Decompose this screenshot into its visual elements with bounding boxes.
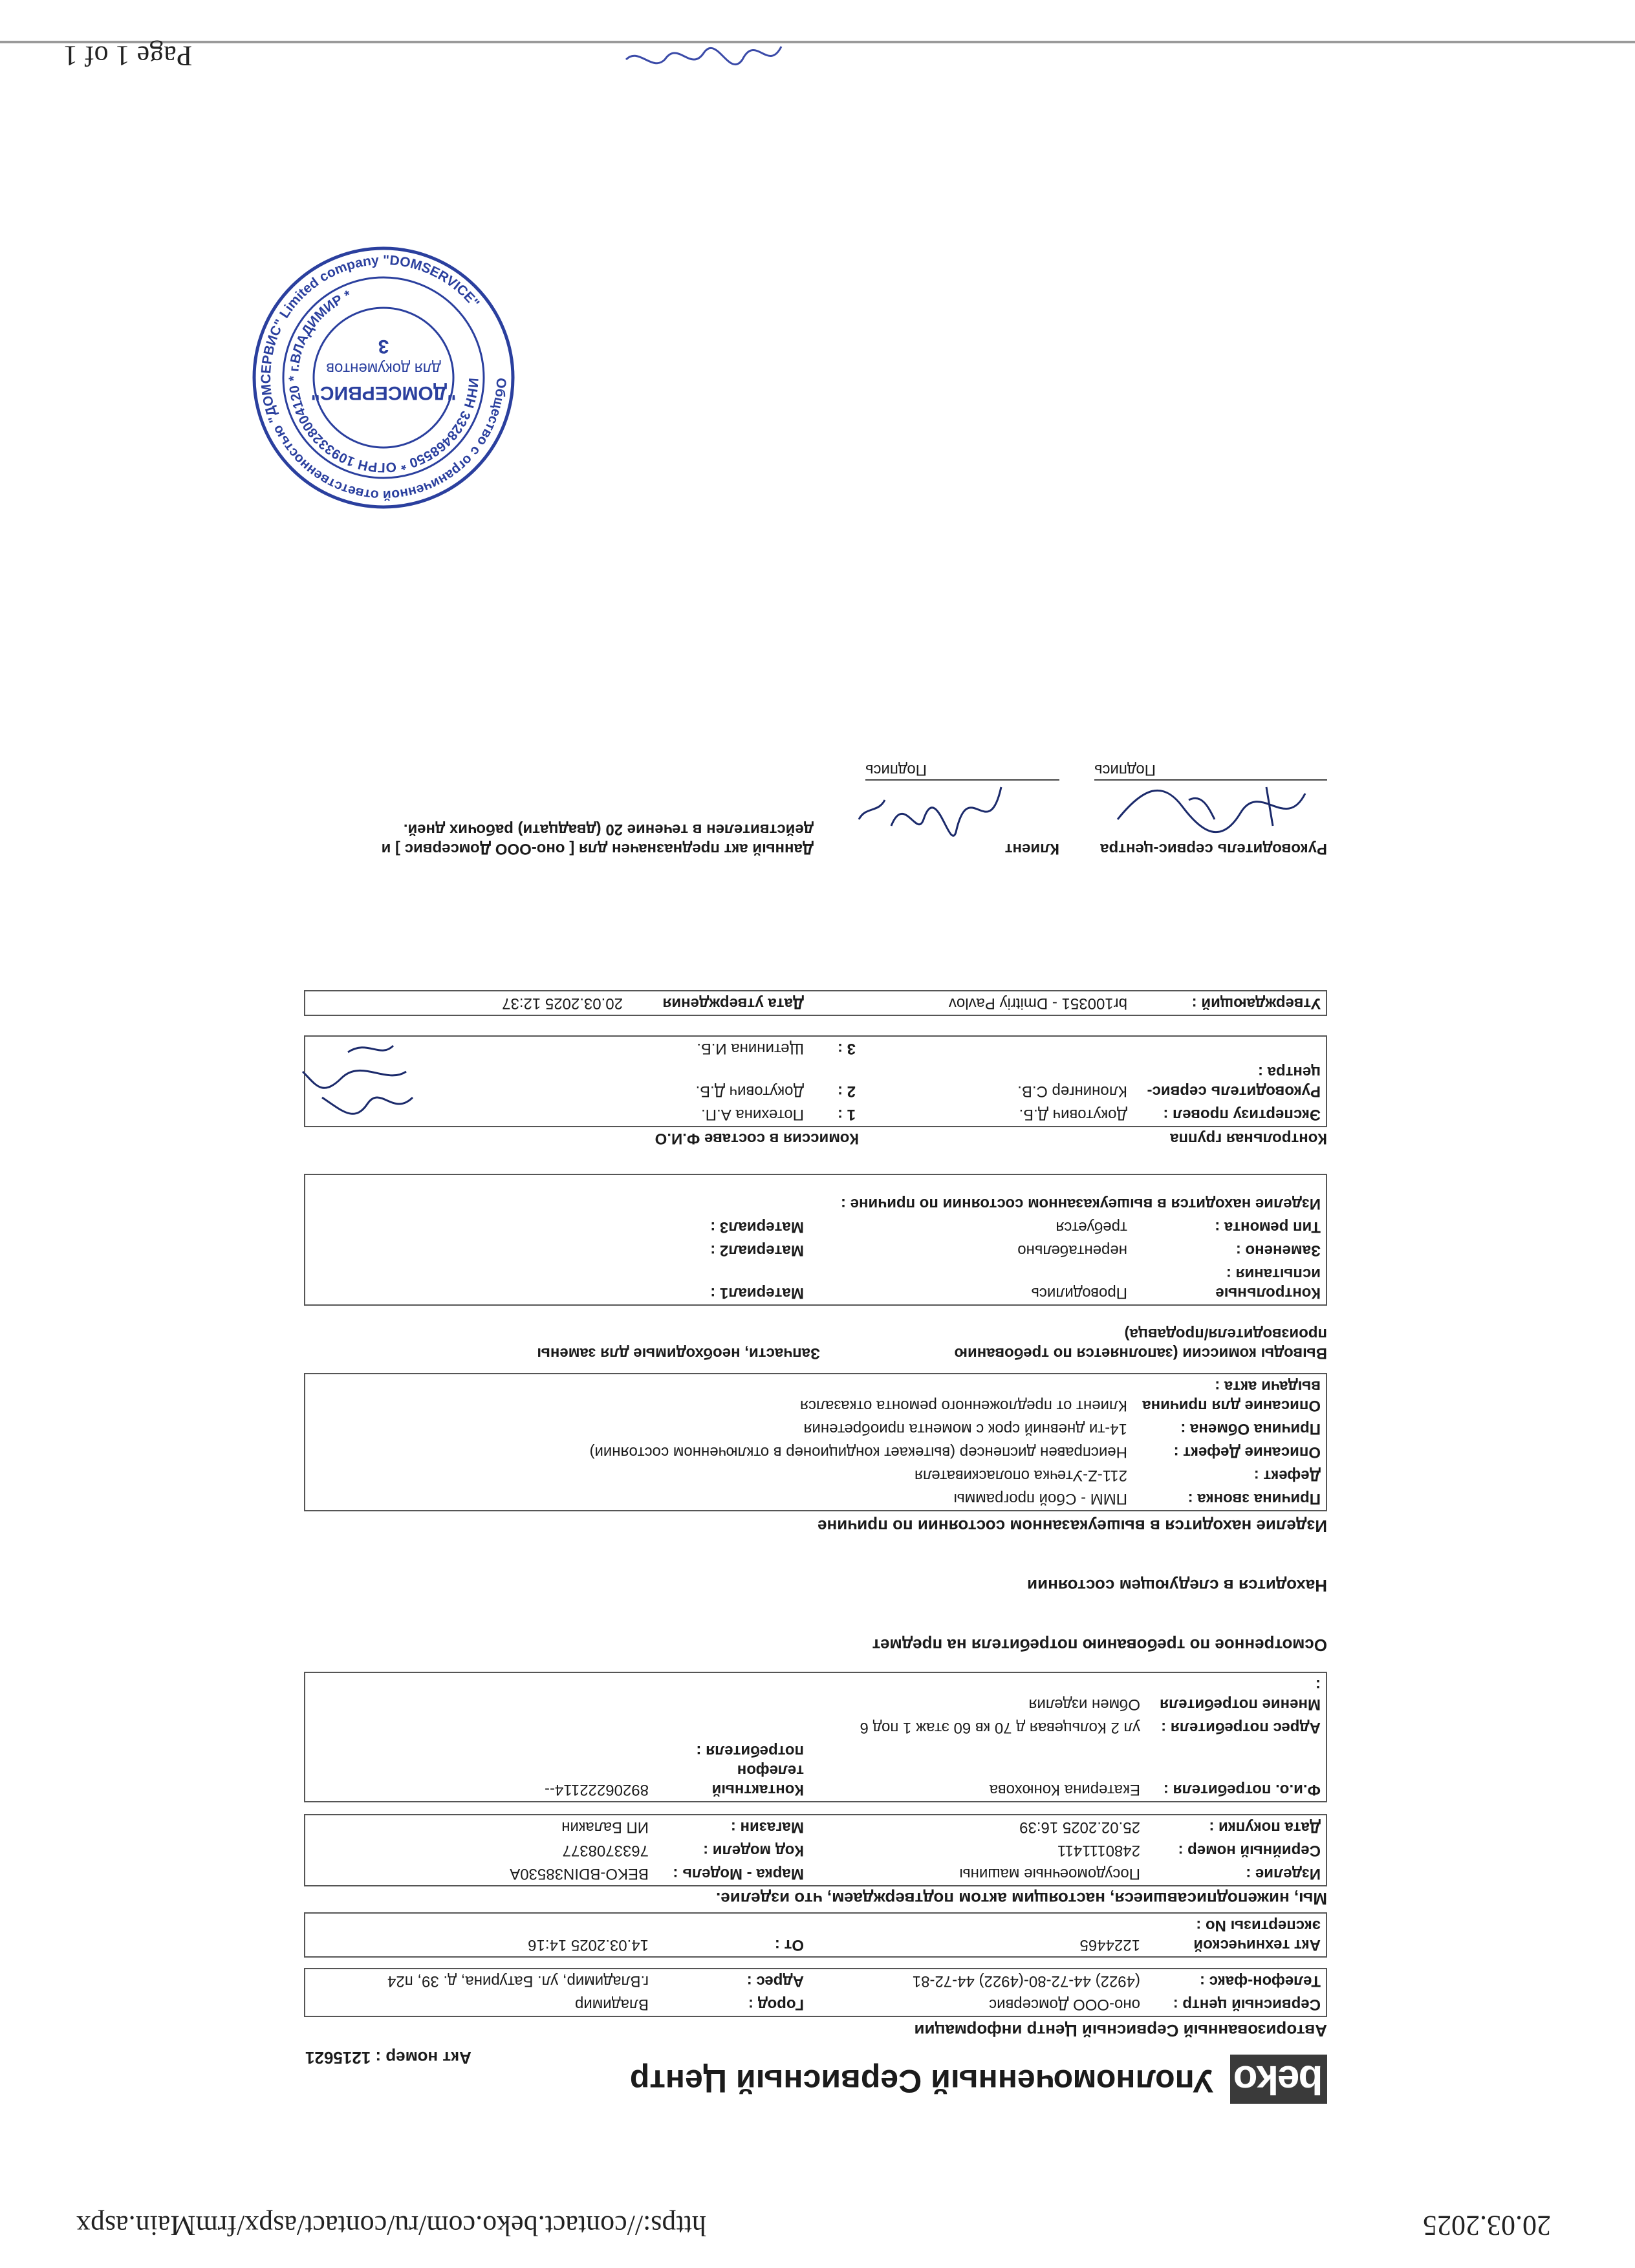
service-center-table: [304, 1968, 1327, 2017]
call-value: ПММ - Сбой программы: [953, 1490, 1127, 1507]
consumer-opinion-value: Обмен изделия: [1028, 1696, 1140, 1713]
consumer-address-label: Адрес потребителя :: [1161, 1719, 1321, 1736]
commission-signatures: [296, 1033, 419, 1123]
consumer-address-value: ул 2 Кольцевая д 70 кв 60 этаж 1 под 6: [860, 1719, 1140, 1736]
issue-desc-value: Клиент от предложенного ремонта отказался: [800, 1397, 1127, 1414]
commission-label: Комиссия в составе Ф.И.О: [655, 1130, 859, 1147]
date-value: 25.02.2025 16:39: [1019, 1819, 1140, 1836]
consumer-contact-label: Контактный телефон потребителя :: [696, 1742, 804, 1798]
center-label: Сервисный центр :: [1173, 1996, 1321, 2013]
date-label: Дата покупки :: [1209, 1819, 1321, 1836]
call-label: Причина звонка :: [1187, 1490, 1321, 1507]
member1-value: Потехина А.П.: [701, 1106, 804, 1123]
header-divider: [0, 41, 1635, 43]
approver-label: Утверждающий :: [1191, 995, 1321, 1012]
act-table: [304, 1912, 1327, 1958]
approver-value: br100351 - Dmitriy Pavlov: [948, 995, 1127, 1012]
address-value: г.Владимир, ул. Батурина, д. 39, п24: [387, 1972, 649, 1990]
state-title: Находится в следующем состоянии: [1027, 1576, 1327, 1595]
approval-table: [304, 990, 1327, 1016]
head-label: Руководитель сервис-центра :: [1147, 1063, 1321, 1100]
print-date: 20.03.2025: [1423, 2210, 1551, 2241]
head-signature-line: Подпись: [1094, 760, 1327, 781]
defect-desc-value: Неисправен диспенсер (вытекает кондиционер в отключенном состоянии): [589, 1443, 1127, 1461]
state-reason-label: Изделие находится в вышеуказанном состоянии по причине :: [840, 1195, 1321, 1213]
page-title: Уполномоченный Сервисный Центр: [629, 2063, 1213, 2099]
serial-label: Серийный номер :: [1178, 1842, 1321, 1859]
stamp-outer-text: Общество с ограниченной ответственностью "ДОМСЕРВИС" Limited company "DOMSERVICE": [258, 252, 509, 503]
defect-desc-label: Описание Дефект :: [1173, 1443, 1321, 1461]
member3-num: 3 :: [837, 1040, 856, 1057]
expert-label: Экспертизу провел :: [1163, 1106, 1321, 1123]
replaced-value: нерентабельно: [1017, 1242, 1127, 1259]
reason-title: Изделие находится в вышеуказанном состоянии по причине: [817, 1517, 1327, 1536]
shop-label: Магазин :: [730, 1819, 804, 1836]
stamp-center-number: 3: [378, 336, 389, 357]
code-value: 7633708377: [562, 1842, 649, 1859]
consumer-name-value: Екатерина Конюхова: [989, 1781, 1140, 1798]
approval-date-value: 20.03.2025 12:37: [502, 995, 623, 1012]
serial-value: 2480111411: [1057, 1842, 1140, 1859]
brand-value: BEKO-BDIN38530A: [510, 1865, 649, 1883]
replaced-label: Заменено :: [1235, 1242, 1321, 1259]
material3-label: Материал3 :: [710, 1218, 804, 1236]
city-label: Город :: [748, 1996, 804, 2013]
control-value: Проводились: [1031, 1284, 1127, 1302]
parts-title: Запчасти, необходимые для замены: [537, 1345, 820, 1362]
member2-num: 2 :: [837, 1083, 856, 1100]
sign-head-label: Руководитель сервис-центра: [1100, 840, 1327, 858]
approval-date-label: Дата утверждения: [662, 995, 804, 1012]
center-value: оно-ООО Домсервис: [989, 1996, 1140, 2013]
handwritten-mark: [620, 21, 788, 85]
phone-value: (4922) 44-72-80-(4922) 44-72-81: [912, 1972, 1140, 1990]
brand-header: [305, 2049, 1327, 2106]
product-table: [304, 1814, 1327, 1886]
consumer-contact-value: 89206222114--: [544, 1781, 649, 1798]
consumer-table: [304, 1672, 1327, 1802]
shop-value: ИП Балакин: [561, 1819, 649, 1836]
page-counter: Page 1 of 1: [63, 40, 193, 72]
defect-table: [304, 1373, 1327, 1511]
defect-value: 211-Z-Утечка ополаскивателя: [915, 1467, 1127, 1484]
validity-note: Данный акт предназначен для [ оно-ООО Домсервис ] и действителен в течение 20 (двадцати) рабочих дней.: [381, 821, 814, 858]
conclusions-table: [304, 1174, 1327, 1306]
city-value: Владимир: [574, 1996, 649, 2013]
sign-client-label: Клиент: [1004, 840, 1059, 858]
print-url: https://contact.beko.com/ru/contact/aspx/frmMain.aspx: [76, 2210, 706, 2241]
commission-table: [304, 1035, 1327, 1127]
control-group-label: Контрольная группа: [1170, 1130, 1327, 1147]
statement: Мы, нижеподписавшиеся, настоящим актом подтверждаем, что изделие.: [716, 1889, 1327, 1908]
consumer-opinion-label: Мнение потребителя :: [1159, 1676, 1321, 1713]
stamp-inner-text: ИНН 3328468550 * ОГРН 1093328004120 * г.ВЛАДИМИР *: [286, 287, 481, 475]
member3-value: Щетинина И.Б.: [697, 1040, 804, 1057]
stamp-center-purpose: для документов: [326, 360, 441, 377]
address-label: Адрес :: [746, 1972, 804, 1990]
member2-value: Докутович Д.Б.: [695, 1083, 804, 1100]
exchange-reason-value: 14-ти дневний срок с момента приобретения: [803, 1420, 1127, 1438]
act-number-value: 1224465: [1079, 1936, 1140, 1954]
code-label: Код модели :: [703, 1842, 804, 1859]
act-from-label: От :: [774, 1936, 804, 1954]
company-stamp: [248, 242, 519, 513]
stamp-center-name: "ДОМСЕРВИС": [310, 382, 457, 404]
client-signature-line: Подпись: [865, 760, 1059, 781]
phone-label: Телефон-факс :: [1200, 1972, 1321, 1990]
repair-type-label: Тип ремонта :: [1215, 1218, 1321, 1236]
defect-label: Дефект :: [1253, 1467, 1321, 1484]
material1-label: Материал1 :: [710, 1284, 804, 1302]
item-value: Посудомоечные машины: [959, 1865, 1140, 1883]
act-number: Акт номер : 1215621: [305, 2048, 471, 2068]
member1-num: 1 :: [837, 1106, 856, 1123]
beko-logo: beko: [1230, 2055, 1327, 2104]
repair-type-value: требуется: [1056, 1218, 1127, 1236]
conclusions-title: Выводы комиссии (заполняется по требованию производителя/продавца): [954, 1325, 1327, 1362]
head-signature: [1105, 774, 1312, 845]
head-value: Клонингер С.В.: [1017, 1083, 1127, 1100]
inspection-title: Осмотренное по требованию потребителя на предмет: [872, 1636, 1327, 1655]
service-section-title: Авторизованный Сервисный Центр информации: [914, 2021, 1327, 2040]
brand-label: Марка - Модель :: [673, 1865, 804, 1883]
control-label: Контрольные испытания :: [1215, 1265, 1321, 1302]
act-from-value: 14.03.2025 14:16: [528, 1936, 649, 1954]
client-signature: [846, 768, 1014, 858]
consumer-name-label: Ф.и.о. потребителя :: [1163, 1781, 1321, 1798]
expert-value: Докутович Д.Б.: [1019, 1106, 1127, 1123]
item-label: Изделие :: [1246, 1865, 1321, 1883]
issue-desc-label: Описание для причина выдачи акта :: [1142, 1377, 1321, 1414]
material2-label: Материал2 :: [710, 1242, 804, 1259]
act-label: Акт технической экспертизы No :: [1193, 1917, 1321, 1954]
exchange-reason-label: Причина Обмена :: [1180, 1420, 1321, 1438]
